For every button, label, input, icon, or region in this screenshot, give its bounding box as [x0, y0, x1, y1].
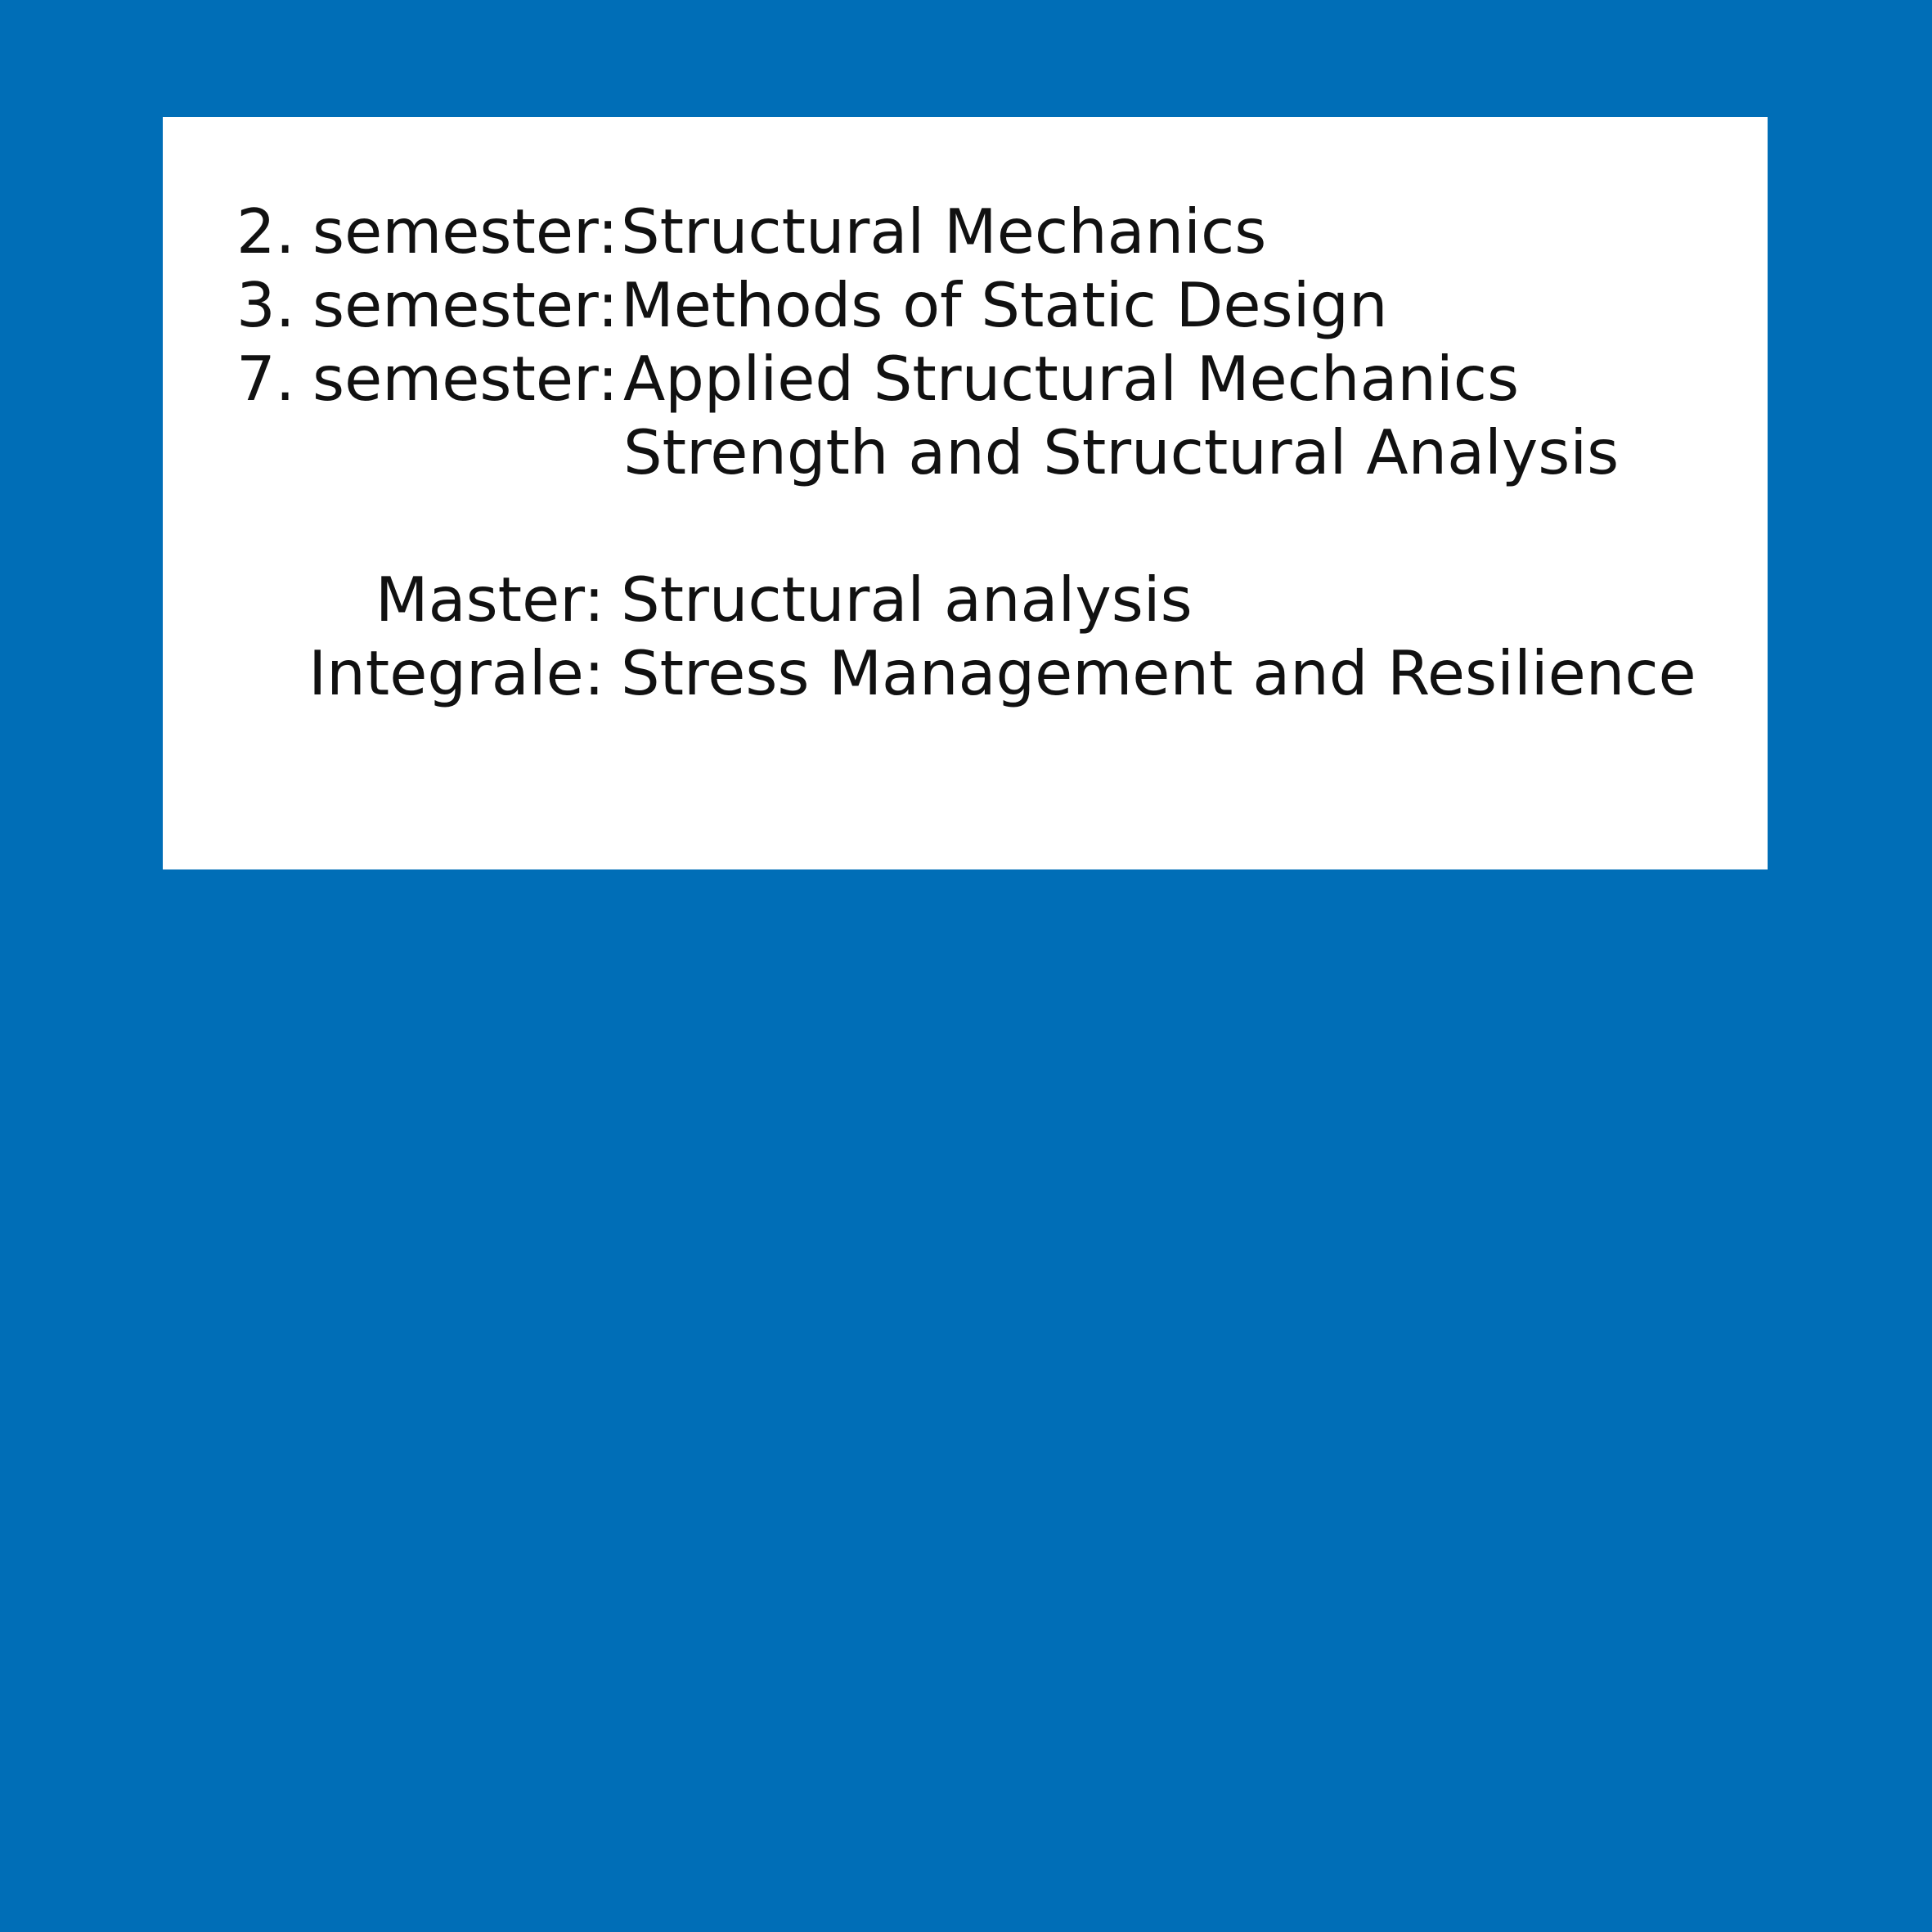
- program-label: Master:: [375, 564, 604, 636]
- semester-label: semester:: [312, 343, 618, 415]
- semester-label: semester:: [312, 195, 618, 267]
- semester-label: semester:: [312, 269, 618, 341]
- course-list-card: [163, 117, 1768, 869]
- course-name: Structural analysis: [621, 564, 1193, 636]
- course-row-integrale: [163, 636, 1768, 710]
- course-row-master: [163, 563, 1768, 636]
- course-row-semester-3: [163, 268, 1768, 342]
- course-name: Stress Management and Resilience: [621, 637, 1696, 709]
- semester-number: 2.: [236, 195, 295, 267]
- course-row-semester-7-continued: [163, 416, 1768, 489]
- course-name: Applied Structural Mechanics: [623, 343, 1520, 415]
- semester-number: 3.: [236, 269, 295, 341]
- course-name: Structural Mechanics: [621, 195, 1267, 267]
- program-label: Integrale:: [308, 637, 604, 709]
- semester-number: 7.: [236, 343, 295, 415]
- course-name: Strength and Structural Analysis: [623, 416, 1620, 488]
- course-row-semester-2: [163, 195, 1768, 268]
- course-name: Methods of Static Design: [621, 269, 1388, 341]
- course-row-semester-7: [163, 342, 1768, 416]
